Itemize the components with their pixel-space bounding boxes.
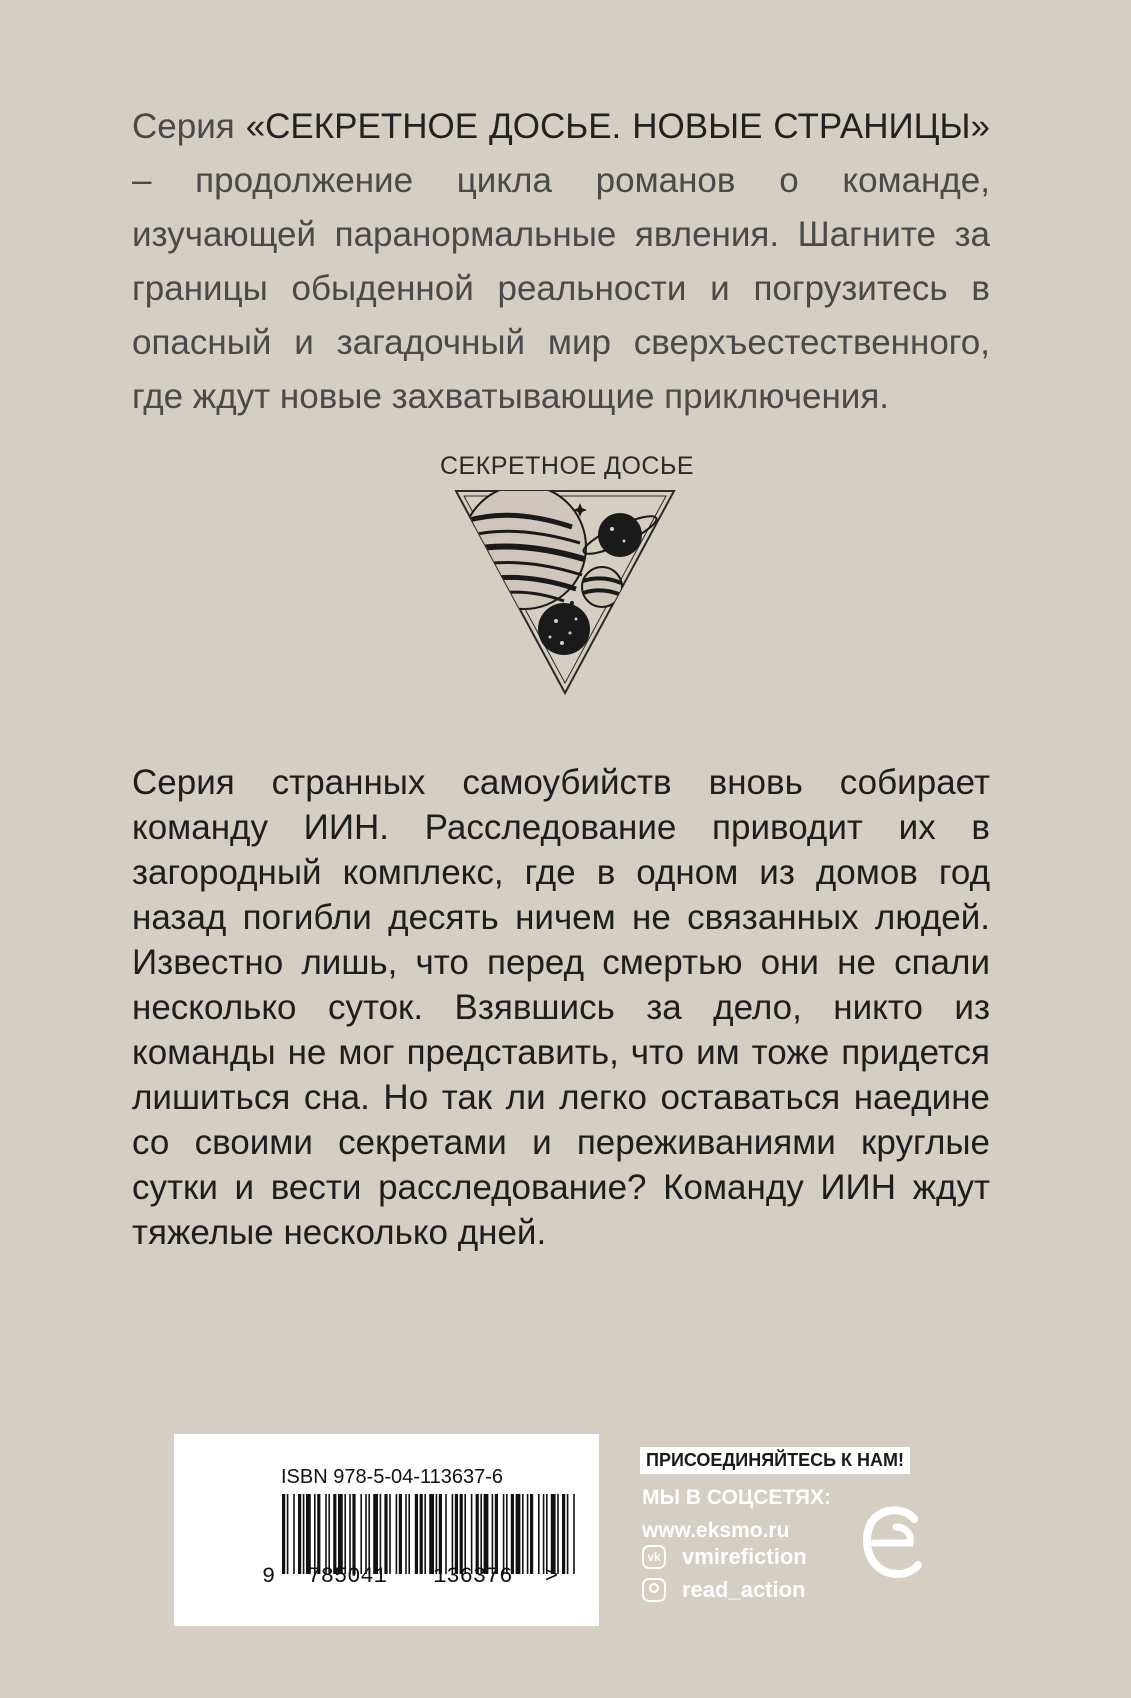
barcode-bar [380,1494,382,1574]
barcode-bar [373,1494,378,1574]
barcode-bar [396,1494,398,1574]
barcode-bar [538,1494,540,1574]
barcode-bar [452,1494,454,1574]
barcode-bar [384,1494,387,1574]
barcode-bar [424,1494,426,1574]
barcode-digit-lead: 9 [262,1564,276,1589]
barcode-bar [562,1494,565,1574]
series-logo [440,452,695,722]
instagram-icon [642,1578,666,1602]
vk-handle[interactable]: vmirefiction [682,1544,807,1569]
barcode-bar [573,1494,575,1574]
social-heading: МЫ В СОЦСЕТЯХ: [642,1486,832,1509]
barcode-bar [567,1494,569,1574]
triangle-planets-emblem-icon [452,487,678,697]
barcode-bar [543,1494,545,1574]
series-intro [132,100,990,424]
barcode-bar [557,1494,559,1574]
barcode-bar [460,1494,463,1574]
barcode-bar [352,1494,355,1574]
barcode-bar [328,1494,330,1574]
barcode-bar [293,1494,295,1574]
barcode-bar [506,1494,508,1574]
intro-rest: – продолжение цикла романов о команде, изучающей паранормальные явления. Шагните за границы обыденной реальности и погрузитесь в опасный и загадочный мир сверхъестественного, где ждут новые захватывающие приключения. [132,161,990,416]
join-us-banner: ПРИСОЕДИНЯЙТЕСЬ К НАМ! [640,1447,910,1474]
barcode-bar [484,1494,489,1574]
barcode-bar [495,1494,498,1574]
barcode-bar [415,1494,418,1574]
barcode-bar [464,1494,466,1574]
barcode-bar [298,1494,301,1574]
barcode-bar [551,1494,556,1574]
barcode-bar [306,1494,311,1574]
isbn-label: ISBN 978-5-04-113637-6 [281,1466,503,1488]
series-title: «СЕКРЕТНОЕ ДОСЬЕ. НОВЫЕ СТРАНИЦЫ» [245,107,991,146]
barcode-bar [471,1494,473,1574]
intro-prefix: Серия [132,107,246,146]
description-text: Серия странных самоубийств вновь собирает команду ИИН. Расследование приводит их в загородный комплекс, где в одном из домов год назад погибли десять ничем не связанных людей. Известно лишь, что перед смертью они не спали несколько суток. Взявшись за дело, никто из команды не мог представить, что им тоже придется лишиться сна. Но так ли легко оставаться наедине со своими секретами и переживаниями круглые сутки и вести расследование? Команду ИИН ждут тяжелые несколько дней. [132,763,990,1252]
barcode-bar [389,1494,391,1574]
barcode-bar [455,1494,458,1574]
barcode-bar [338,1494,343,1574]
barcode-bar [503,1494,505,1574]
barcode-bar [333,1494,336,1574]
barcode-bar [405,1494,407,1574]
barcode-bar [439,1494,442,1574]
barcode-bar [399,1494,402,1574]
barcode-bar [445,1494,447,1574]
barcode-bar [325,1494,327,1574]
barcode-bar [287,1494,289,1574]
barcode-bar [317,1494,320,1574]
barcode-bar [303,1494,305,1574]
barcode-bar [408,1494,410,1574]
barcode-bar [314,1494,316,1574]
barcode-bar [527,1494,529,1574]
barcode-bar [365,1494,367,1574]
isbn-barcode-panel [174,1434,599,1626]
barcode-bar [530,1494,533,1574]
barcode-icon [278,1494,578,1574]
barcode-bar [522,1494,524,1574]
barcode-bar [368,1494,370,1574]
book-description [132,760,990,1255]
barcode-bar [476,1494,479,1574]
barcode-digit-trail: > [544,1564,559,1589]
instagram-handle[interactable]: read_action [682,1577,806,1602]
barcode-bar [420,1494,423,1574]
publisher-site-link[interactable]: www.eksmo.ru [642,1519,790,1542]
barcode-bar [349,1494,351,1574]
barcode-digits-group1: 785041 [307,1564,387,1589]
barcode-bar [492,1494,494,1574]
vk-icon: vk [642,1545,666,1569]
barcode-bar [436,1494,438,1574]
barcode-bar [516,1494,521,1574]
eksmo-logo [862,1503,926,1583]
barcode-bar [546,1494,548,1574]
barcode-digits-group2: 136376 [433,1564,513,1589]
barcode-bar [282,1494,285,1574]
series-logo-label: СЕКРЕТНОЕ ДОСЬЕ [440,452,695,480]
barcode-bar [360,1494,362,1574]
barcode-bar [344,1494,346,1574]
barcode-bar [511,1494,514,1574]
barcode-digits [262,1564,602,1589]
barcode-bar [480,1494,482,1574]
barcode-bar [429,1494,434,1574]
